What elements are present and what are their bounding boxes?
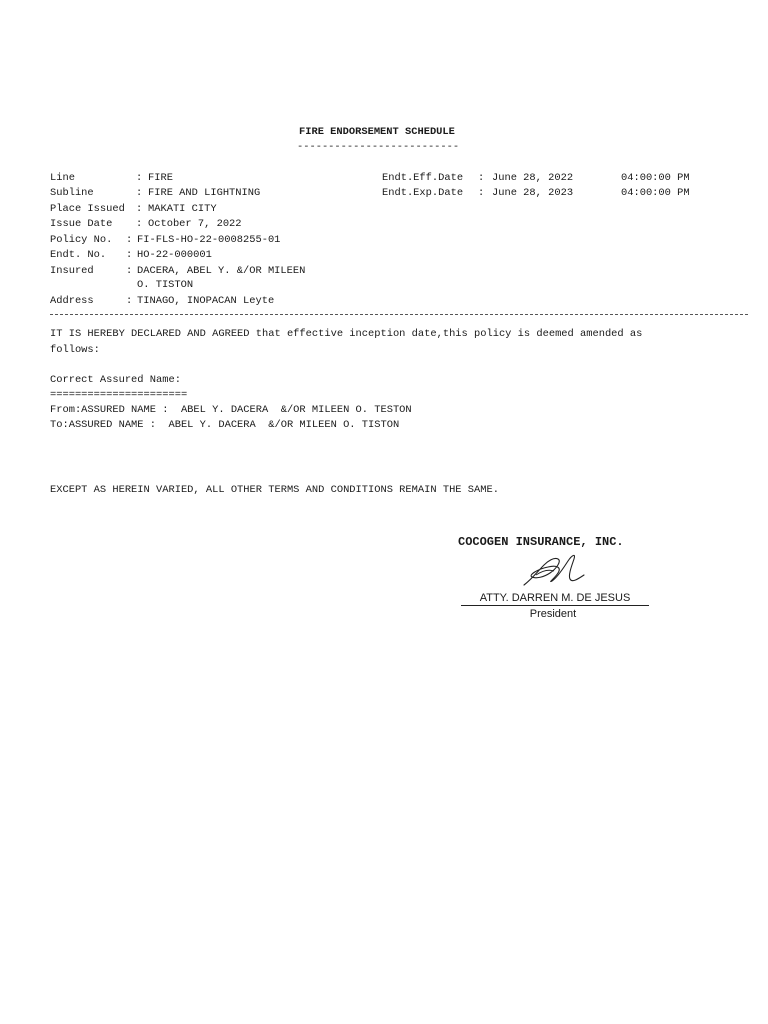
insured-label: Insured (50, 265, 94, 277)
exp-date-label: Endt.Exp.Date (382, 187, 464, 199)
insured-colon: : (126, 265, 133, 277)
company-name: COCOGEN INSURANCE, INC. (458, 535, 624, 549)
declaration-line-2: follows: (50, 344, 100, 356)
title-underline: -------------------------- (297, 141, 460, 153)
insured-value-line2: O. TISTON (137, 279, 194, 291)
line-value: FIRE (148, 172, 173, 184)
exp-time-value: 04:00:00 PM (621, 187, 690, 199)
endt-no-value: HO-22-000001 (137, 249, 212, 261)
eff-date-value: June 28, 2022 (492, 172, 574, 184)
place-issued-colon: : (136, 203, 143, 215)
eff-time-value: 04:00:00 PM (621, 172, 690, 184)
to-assured-name: To:ASSURED NAME : ABEL Y. DACERA &/OR MILEEN O. TISTON (50, 419, 400, 431)
from-assured-name: From:ASSURED NAME : ABEL Y. DACERA &/OR MILEEN O. TESTON (50, 404, 412, 416)
line-colon: : (136, 172, 143, 184)
insured-value-line1: DACERA, ABEL Y. &/OR MILEEN (137, 265, 306, 277)
place-issued-value: MAKATI CITY (148, 203, 217, 215)
policy-no-colon: : (126, 234, 133, 246)
signature-graphic (518, 549, 590, 591)
address-colon: : (126, 295, 133, 307)
endt-no-label: Endt. No. (50, 249, 107, 261)
correct-name-heading: Correct Assured Name: (50, 374, 181, 386)
subline-colon: : (136, 187, 143, 199)
document-title: FIRE ENDORSEMENT SCHEDULE (299, 126, 455, 138)
policy-no-label: Policy No. (50, 234, 113, 246)
address-value: TINAGO, INOPACAN Leyte (137, 295, 275, 307)
exp-date-colon: : (478, 187, 485, 199)
issue-date-label: Issue Date (50, 218, 113, 230)
policy-no-value: FI-FLS-HO-22-0008255-01 (137, 234, 281, 246)
except-clause: EXCEPT AS HEREIN VARIED, ALL OTHER TERMS AND CONDITIONS REMAIN THE SAME. (50, 484, 499, 496)
line-label: Line (50, 172, 75, 184)
eff-date-colon: : (478, 172, 485, 184)
section-divider (50, 314, 748, 315)
declaration-line-1: IT IS HEREBY DECLARED AND AGREED that effective inception date,this policy is deemed amended as (50, 328, 643, 340)
issue-date-value: October 7, 2022 (148, 218, 242, 230)
eff-date-label: Endt.Eff.Date (382, 172, 464, 184)
signatory-position: President (529, 608, 577, 620)
signatory-name: ATTY. DARREN M. DE JESUS (461, 592, 649, 606)
subline-value: FIRE AND LIGHTNING (148, 187, 261, 199)
subline-label: Subline (50, 187, 94, 199)
correct-name-underline: ====================== (50, 389, 188, 401)
address-label: Address (50, 295, 94, 307)
place-issued-label: Place Issued (50, 203, 125, 215)
endt-no-colon: : (126, 249, 133, 261)
issue-date-colon: : (136, 218, 143, 230)
exp-date-value: June 28, 2023 (492, 187, 574, 199)
